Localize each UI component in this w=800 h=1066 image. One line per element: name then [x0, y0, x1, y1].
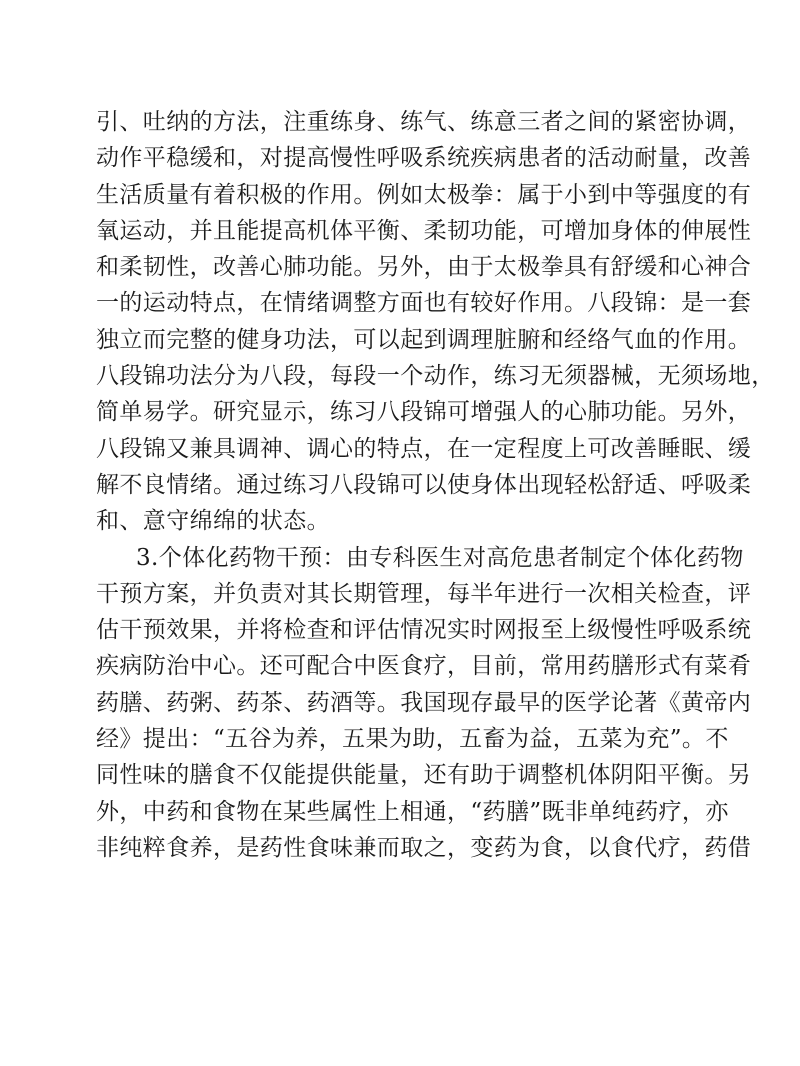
text-line: 解不良情绪。通过练习八段锦可以使身体出现轻松舒适、呼吸柔: [96, 471, 752, 498]
text-line: 独立而完整的健身功法，可以起到调理脏腑和经络气血的作用。: [96, 326, 752, 353]
text-line: 八段锦又兼具调神、调心的特点，在一定程度上可改善睡眠、缓: [96, 435, 752, 462]
text-line: 和柔韧性，改善心肺功能。另外，由于太极拳具有舒缓和心神合: [96, 254, 752, 281]
text-line: 干预方案，并负责对其长期管理，每半年进行一次相关检查，评: [96, 580, 752, 607]
text-line: 引、吐纳的方法，注重练身、练气、练意三者之间的紧密协调，: [96, 109, 752, 135]
text-line: 3.个体化药物干预：由专科医生对高危患者制定个体化药物: [136, 544, 744, 571]
body-text: [96, 104, 775, 866]
text-line: 生活质量有着积极的作用。例如太极拳：属于小到中等强度的有: [96, 181, 752, 208]
text-line: 同性味的膳食不仅能提供能量，还有助于调整机体阴阳平衡。另: [96, 762, 752, 789]
text-line: 非纯粹食养，是药性食味兼而取之，变药为食，以食代疗，药借: [96, 834, 752, 861]
text-line: 经》提出：“五谷为养，五果为助，五畜为益，五菜为充”。不: [96, 726, 729, 753]
text-line: 和、意守绵绵的状态。: [96, 508, 330, 535]
text-line: 一的运动特点，在情绪调整方面也有较好作用。八段锦：是一套: [96, 290, 752, 317]
text-line: 简单易学。研究显示，练习八段锦可增强人的心肺功能。另外，: [96, 399, 752, 426]
text-line: 氧运动，并且能提高机体平衡、柔韧功能，可增加身体的伸展性: [96, 217, 752, 244]
text-line: 动作平稳缓和，对提高慢性呼吸系统疾病患者的活动耐量，改善: [96, 145, 752, 172]
text-line: 八段锦功法分为八段，每段一个动作，练习无须器械，无须场地，: [96, 363, 775, 390]
text-line: 估干预效果，并将检查和评估情况实时网报至上级慢性呼吸系统: [96, 617, 752, 644]
text-line: 药膳、药粥、药茶、药酒等。我国现存最早的医学论著《黄帝内: [96, 689, 752, 716]
text-line: 外，中药和食物在某些属性上相通，“药膳”既非单纯药疗，亦: [96, 798, 729, 825]
text-line: 疾病防治中心。还可配合中医食疗，目前，常用药膳形式有菜肴: [96, 653, 752, 680]
